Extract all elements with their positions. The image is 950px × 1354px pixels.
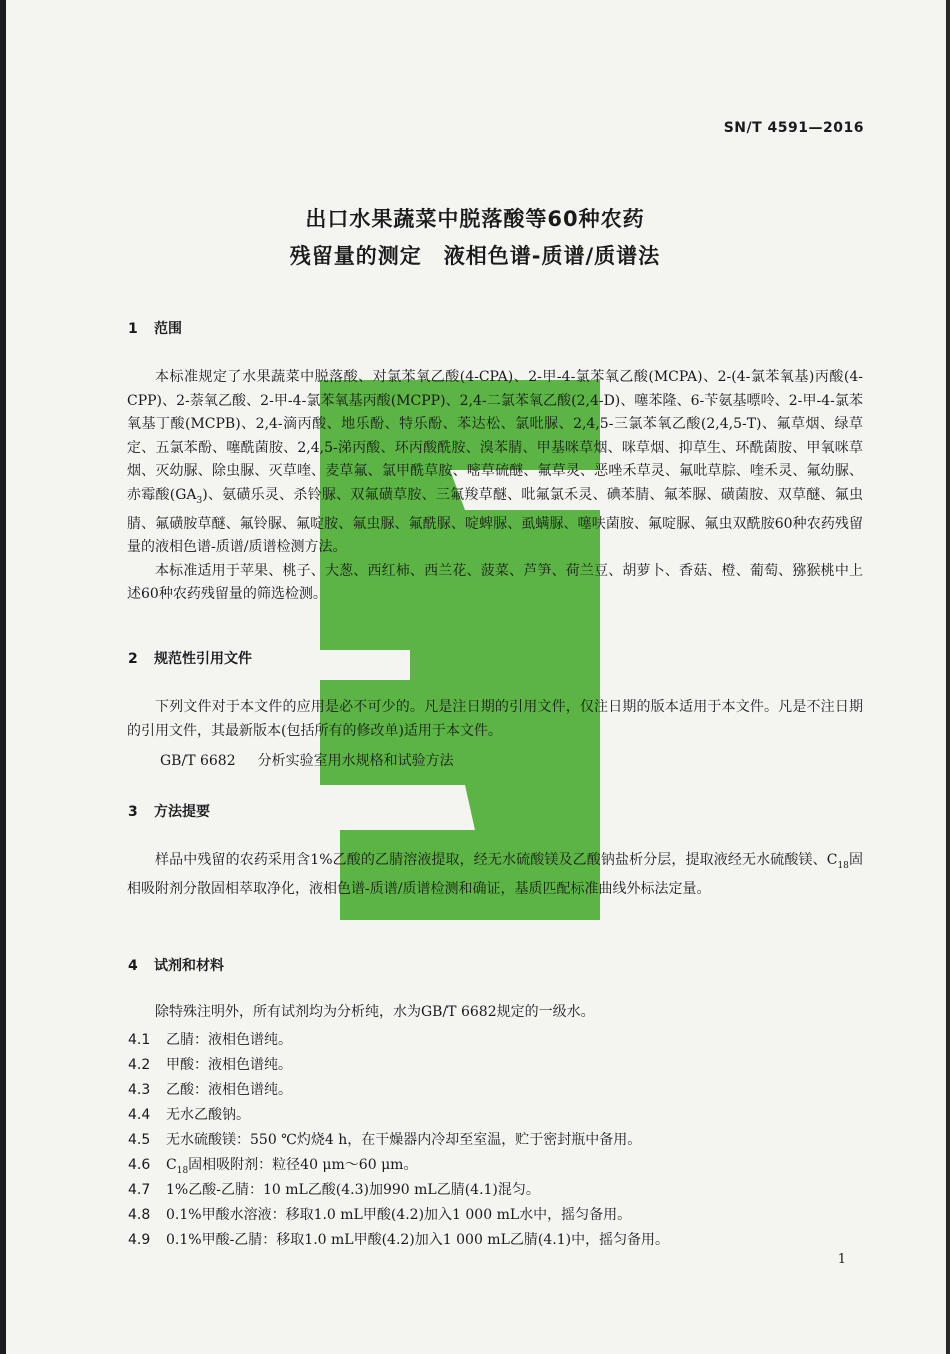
item-number: 4.4 xyxy=(128,1107,151,1123)
reference-code: GB/T 6682 xyxy=(160,753,236,769)
references-body xyxy=(127,696,863,743)
item-number: 4.9 xyxy=(128,1232,151,1248)
section-number: 4 xyxy=(128,958,138,974)
reference-entry xyxy=(160,750,454,770)
scope-body xyxy=(127,366,863,607)
standard-code: SN/T 4591—2016 xyxy=(723,120,864,136)
item-number: 4.6 xyxy=(128,1157,151,1173)
subscript-18: 18 xyxy=(837,860,849,871)
section-title: 规范性引用文件 xyxy=(154,651,252,667)
item-text: 无水乙酸钠。 xyxy=(166,1107,250,1123)
item-text: 乙酸：液相色谱纯。 xyxy=(166,1082,292,1098)
section-title: 范围 xyxy=(154,321,182,337)
section-heading-scope xyxy=(128,318,182,338)
reagent-item xyxy=(128,1029,292,1049)
item-text: 1%乙酸-乙腈：10 mL乙酸(4.3)加990 mL乙腈(4.1)混匀。 xyxy=(166,1182,540,1198)
reagent-item xyxy=(128,1204,631,1224)
section-heading-reagents xyxy=(128,955,224,975)
reference-title: 分析实验室用水规格和试验方法 xyxy=(257,753,454,769)
references-paragraph: 下列文件对于本文件的应用是必不可少的。凡是注日期的引用文件，仅注日期的版本适用于本文件。凡是不注日期的引用文件，其最新版本(包括所有的修改单)适用于本文件。 xyxy=(127,699,863,739)
item-number: 4.8 xyxy=(128,1207,151,1223)
reagent-item xyxy=(128,1104,250,1124)
item-text: 0.1%甲酸-乙腈：移取1.0 mL甲酸(4.2)加入1 000 mL乙腈(4.1)中，摇匀备用。 xyxy=(166,1232,670,1248)
item-number: 4.2 xyxy=(128,1057,151,1073)
method-paragraph xyxy=(127,849,863,902)
item-text: 甲酸：液相色谱纯。 xyxy=(166,1057,292,1073)
item-prefix: C xyxy=(166,1157,177,1173)
item-number: 4.5 xyxy=(128,1132,151,1148)
item-text: 固相吸附剂：粒径40 μm～60 μm。 xyxy=(188,1157,418,1173)
reagent-item xyxy=(128,1154,417,1176)
item-number: 4.3 xyxy=(128,1082,151,1098)
section-number: 2 xyxy=(128,651,138,667)
doc-title-line1: 出口水果蔬菜中脱落酸等60种农药 xyxy=(305,207,645,231)
reagent-item xyxy=(128,1129,641,1149)
reagent-item xyxy=(128,1179,540,1199)
item-text: 无水硫酸镁：550 ℃灼烧4 h，在干燥器内冷却至室温，贮于密封瓶中备用。 xyxy=(166,1132,642,1148)
item-text: 0.1%甲酸水溶液：移取1.0 mL甲酸(4.2)加入1 000 mL水中，摇匀备用。 xyxy=(166,1207,632,1223)
section-number: 1 xyxy=(128,321,138,337)
section-heading-method xyxy=(128,801,210,821)
item-number: 4.1 xyxy=(128,1032,151,1048)
reagents-intro-text: 除特殊注明外，所有试剂均为分析纯，水为GB/T 6682规定的一级水。 xyxy=(155,1004,595,1020)
scope-paragraph-2: 本标准适用于苹果、桃子、大葱、西红柿、西兰花、菠菜、芦笋、荷兰豆、胡萝卜、香菇、橙、葡萄、猕猴桃中上述60种农药残留量的筛选检测。 xyxy=(127,562,863,603)
section-heading-references xyxy=(128,648,252,668)
subscript-18: 18 xyxy=(176,1165,189,1176)
section-title: 试剂和材料 xyxy=(154,958,224,974)
item-number: 4.7 xyxy=(128,1182,151,1198)
method-text-a: 样品中残留的农药采用含1%乙酸的乙腈溶液提取，经无水硫酸镁及乙酸钠盐析分层，提取液经无水硫酸镁、C xyxy=(155,852,838,868)
reagent-item xyxy=(128,1079,292,1099)
page-number: 1 xyxy=(837,1252,846,1267)
reagent-item xyxy=(128,1229,669,1249)
section-title: 方法提要 xyxy=(154,804,210,820)
method-text-b: 固相吸附剂分散固相萃取净化，液相色谱-质谱/质谱检测和确证，基质匹配标准曲线外标法定量。 xyxy=(127,852,864,898)
method-body xyxy=(127,849,863,902)
scope-text-a: 本标准规定了水果蔬菜中脱落酸、对氯苯氧乙酸(4-CPA)、2-甲-4-氯苯氧乙酸(MCPA)、2-(4-氯苯氧基)丙酸(4-CPP)、2-萘氧乙酸、2-甲-4-氯苯氧基丙酸(MCPP)、2,4-二氯苯氧乙酸(2,4-D)、噻苯隆、6-苄氨基嘌呤、2-甲-4-氯苯氧基丁酸(MCPB)、2,4-滴丙酸、地乐酚、特乐酚、苯达松、氯吡脲、2,4,5-三氯苯氧乙酸(2,4,5-T)、氟草烟、绿草定、五氯苯酚、噻酰菌胺、2,4,5-涕丙酸、环丙酸酰胺、溴苯腈、甲基咪草烟、咪草烟、抑草生、环酰菌胺、甲氧咪草烟、灭幼脲、除虫脲、灭草喹、麦草氟、氯甲酰草胺、嘧草硫醚、氟草灵、恶唑禾草灵、氟吡草腙、喹禾灵、氟幼脲、赤霉酸(GA xyxy=(127,369,863,503)
scope-paragraph-1 xyxy=(127,366,863,560)
reagents-intro xyxy=(127,1001,863,1025)
subscript-3: 3 xyxy=(196,495,203,506)
item-text: 乙腈：液相色谱纯。 xyxy=(166,1032,292,1048)
reagent-item xyxy=(128,1054,292,1074)
doc-title-line2: 残留量的测定 液相色谱-质谱/质谱法 xyxy=(289,244,661,268)
section-number: 3 xyxy=(128,804,138,820)
scope-text-b: )、氨磺乐灵、杀铃脲、双氟磺草胺、三氟羧草醚、吡氟氯禾灵、碘苯腈、氟苯脲、磺菌胺、双草醚、氟虫腈、氟磺胺草醚、氟铃脲、氟啶胺、氟虫脲、氟酰脲、啶蜱脲、虱螨脲、噻呋菌胺、氟啶脲、氟虫双酰胺60种农药残留量的液相色谱-质谱/质谱检测方法。 xyxy=(127,486,863,556)
